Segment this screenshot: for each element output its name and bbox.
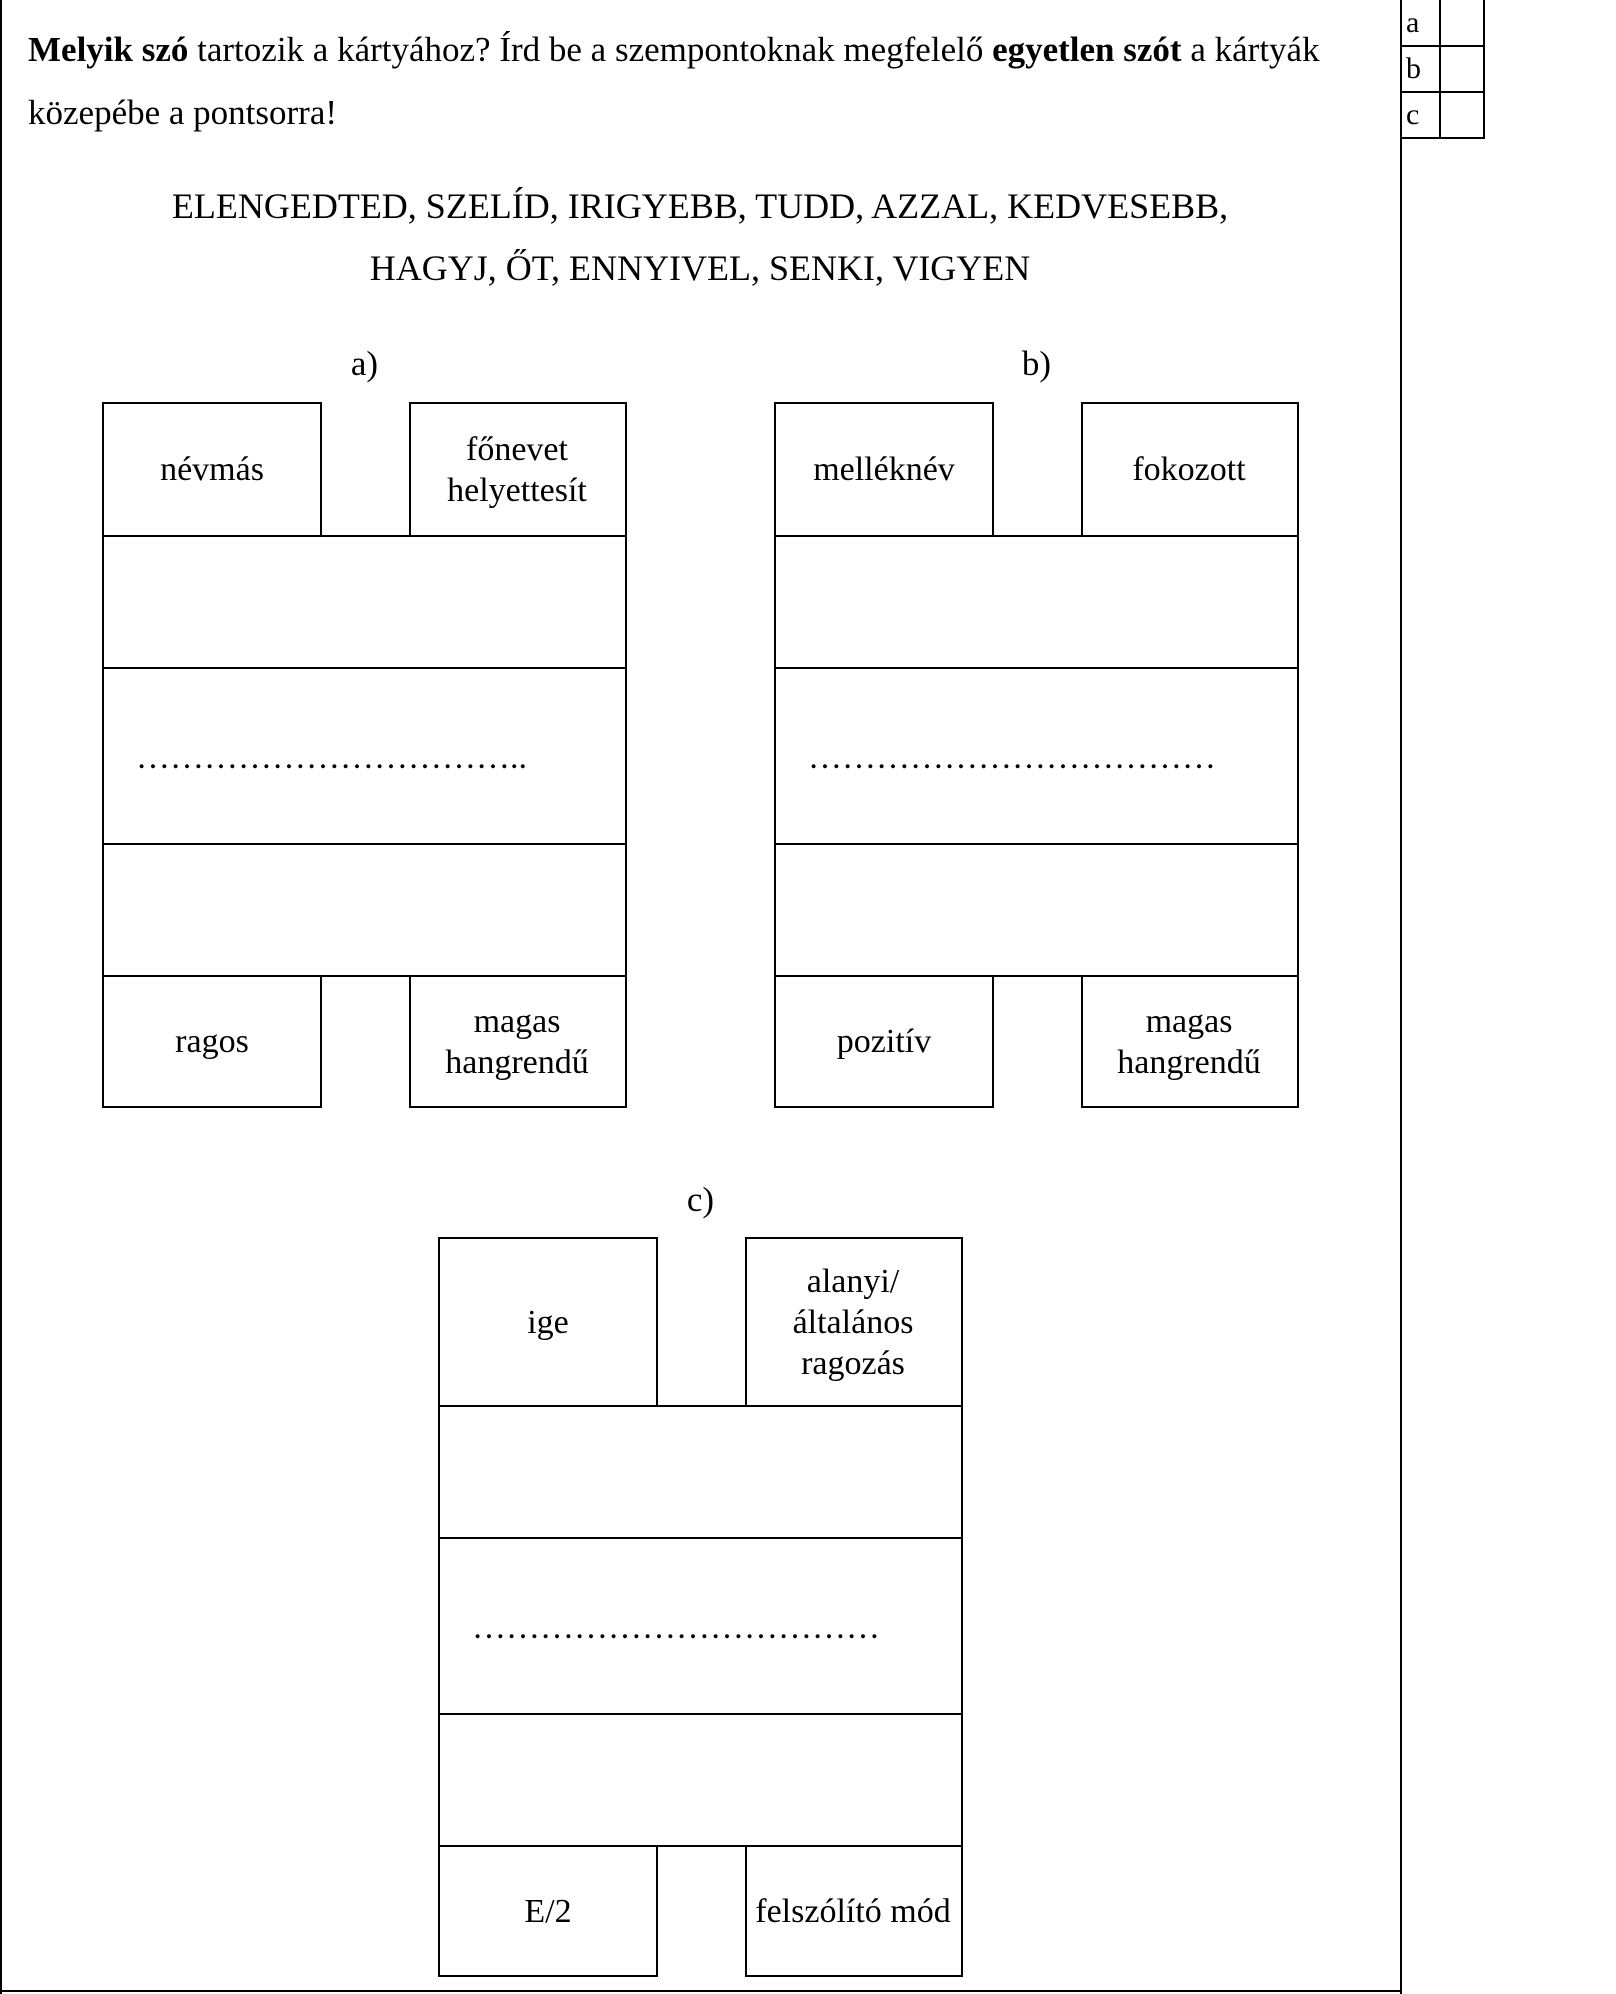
- card-line: [409, 402, 411, 535]
- card-line: [438, 1537, 963, 1539]
- card-line: [320, 402, 322, 535]
- page-border-right: [1400, 0, 1402, 1994]
- card-bottom-left-attribute: ragos: [175, 1023, 249, 1060]
- score-row-label: a: [1400, 0, 1440, 46]
- card-line: [992, 975, 994, 1108]
- instruction-bold-1: Melyik szó: [28, 30, 189, 69]
- card-line: [1081, 1106, 1299, 1108]
- card-line: [656, 1237, 658, 1405]
- card-top-left-attribute: névmás: [160, 451, 264, 488]
- card-line: [438, 1405, 963, 1407]
- card-line: [1081, 975, 1083, 1108]
- card-line: [774, 535, 1299, 537]
- card-line: [438, 1713, 963, 1715]
- card-line: [961, 1237, 963, 1977]
- answer-dotted-line[interactable]: ………………………………: [472, 1609, 880, 1646]
- word-bank-line-2: HAGYJ, ŐT, ENNYIVEL, SENKI, VIGYEN: [369, 248, 1031, 288]
- card-line: [774, 1106, 992, 1108]
- instruction-bold-2: egyetlen szót: [992, 30, 1182, 69]
- card-top-right-attribute: fokozott: [1132, 451, 1246, 488]
- card-top-right-attribute: főnevet helyettesít: [447, 430, 587, 509]
- card-line: [409, 975, 411, 1108]
- card-line: [409, 1106, 627, 1108]
- card-line: [992, 402, 994, 535]
- card-line: [625, 402, 627, 1108]
- card-line: [774, 667, 1299, 669]
- card-line: [745, 1237, 747, 1405]
- card-line: [438, 1975, 656, 1977]
- word-card: [774, 402, 1299, 1108]
- instruction-text-1: tartozik a kártyához? Írd be a szempontoknak megfelelő: [188, 30, 993, 69]
- card-line: [745, 1975, 963, 1977]
- score-row-label: c: [1400, 92, 1440, 138]
- card-line: [774, 843, 1299, 845]
- card-line: [745, 1845, 747, 1977]
- score-row: [1400, 46, 1484, 92]
- card-bottom-right-attribute: magas hangrendű: [1117, 1002, 1261, 1081]
- word-card: [102, 402, 627, 1108]
- card-bottom-right-attribute: felszólító mód: [755, 1892, 951, 1930]
- card-bottom-right-attribute: magas hangrendű: [445, 1002, 589, 1081]
- score-row: [1400, 92, 1484, 138]
- score-box[interactable]: [1440, 92, 1484, 138]
- score-box[interactable]: [1440, 46, 1484, 92]
- card-label: c): [686, 1180, 715, 1219]
- page-border-left: [0, 0, 2, 1994]
- word-card: [438, 1237, 963, 1977]
- card-top-left-attribute: melléknév: [813, 451, 955, 488]
- score-box[interactable]: [1440, 0, 1484, 46]
- card-label: b): [1021, 344, 1052, 383]
- card-line: [102, 1106, 320, 1108]
- card-line: [1081, 402, 1083, 535]
- answer-dotted-line[interactable]: ……………………………..: [136, 739, 527, 776]
- card-line: [102, 843, 627, 845]
- task-instruction: [28, 18, 1398, 144]
- page-border-bottom: [0, 1990, 1402, 1992]
- card-line: [320, 975, 322, 1108]
- card-line: [656, 1845, 658, 1977]
- instruction-text-2: a kártyák közepébe a pontsorra!: [28, 30, 1320, 132]
- answer-dotted-line[interactable]: ………………………………: [808, 739, 1216, 776]
- card-top-right-attribute: alanyi/ általános ragozás: [792, 1262, 914, 1382]
- card-line: [1297, 402, 1299, 1108]
- card-line: [102, 667, 627, 669]
- word-bank-line-1: ELENGEDTED, SZELÍD, IRIGYEBB, TUDD, AZZAL, KEDVESEBB,: [171, 186, 1229, 226]
- card-bottom-left-attribute: E/2: [524, 1892, 572, 1930]
- score-row-label: b: [1400, 46, 1440, 92]
- score-row: [1400, 0, 1484, 46]
- score-table: [1400, 0, 1485, 139]
- card-bottom-left-attribute: pozitív: [836, 1023, 932, 1060]
- card-line: [102, 535, 627, 537]
- card-top-left-attribute: ige: [527, 1303, 569, 1341]
- card-label: a): [350, 344, 379, 383]
